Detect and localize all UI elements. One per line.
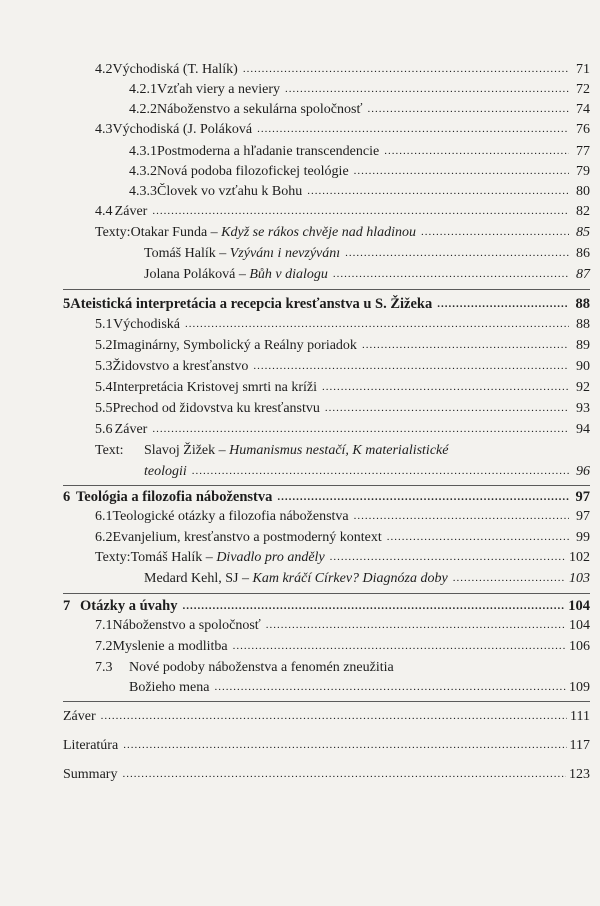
toc-number: Texty: <box>95 550 131 565</box>
leader-dots <box>123 735 566 755</box>
toc-page: 97 <box>575 489 590 505</box>
toc-page: 77 <box>576 144 590 159</box>
toc-entry <box>95 399 590 419</box>
toc-title: Ateistická interpretácia a recepcia kresťanstva u S. Žižeka <box>70 296 433 312</box>
toc-number: 5.1 <box>95 317 113 332</box>
toc-page: 92 <box>576 380 590 395</box>
toc-page: 86 <box>576 246 590 261</box>
toc-title: Summary <box>63 767 118 782</box>
toc-page: 71 <box>576 62 590 77</box>
toc-author: Otakar Funda – <box>130 225 222 240</box>
leader-dots <box>192 461 569 481</box>
toc-page: 104 <box>569 618 590 633</box>
toc-number: 5.5 <box>95 401 113 416</box>
toc-title: Otázky a úvahy <box>80 598 178 614</box>
toc-number: Texty: <box>95 225 131 240</box>
toc-number: 7.3 <box>95 660 113 675</box>
leader-dots <box>243 59 569 79</box>
toc-entry <box>144 265 590 285</box>
toc-number: 6.2 <box>95 530 113 545</box>
toc-entry <box>63 707 590 727</box>
leader-dots <box>362 335 569 355</box>
toc-number: 7.2 <box>95 639 113 654</box>
toc-number: 4.2.2 <box>129 102 157 117</box>
toc-entry <box>129 182 590 202</box>
toc-page: 99 <box>576 530 590 545</box>
toc-entry <box>95 336 590 356</box>
leader-dots <box>266 615 566 635</box>
toc-author: Slavoj Žižek – <box>144 443 230 458</box>
leader-dots <box>285 79 569 99</box>
toc-title: Humanismus nestačí, K materialistické <box>229 443 449 458</box>
toc-number: 4.3 <box>95 122 113 137</box>
toc-title: Náboženstvo a spoločnosť <box>112 618 261 633</box>
toc-page: 96 <box>576 464 590 479</box>
toc-title: Teologické otázky a filozofia náboženstva <box>112 509 349 524</box>
toc-entry <box>95 357 590 377</box>
toc-entry <box>95 315 590 335</box>
toc-page: 106 <box>569 639 590 654</box>
toc-number: 4.3.2 <box>129 164 157 179</box>
toc-number: 5.2 <box>95 338 113 353</box>
toc-title: Východiská (J. Poláková <box>112 122 253 137</box>
leader-dots <box>214 677 566 697</box>
leader-dots <box>367 99 569 119</box>
toc-page: 109 <box>569 680 590 695</box>
toc-title: Literatúra <box>63 738 119 753</box>
toc-page: 90 <box>576 359 590 374</box>
leader-dots <box>387 527 569 547</box>
toc-entry <box>63 736 590 756</box>
toc-title: Vzývánı i nevzývánı <box>229 246 341 261</box>
toc-title: Divadlo pro anděly <box>216 550 325 565</box>
toc-number: 6.1 <box>95 509 113 524</box>
toc-entry <box>144 244 590 264</box>
section-divider <box>63 701 590 702</box>
toc-page: 79 <box>576 164 590 179</box>
toc-entry <box>95 202 590 222</box>
toc-entry <box>95 441 590 461</box>
toc-entry <box>95 120 590 140</box>
toc-title: Nové podoby náboženstva a fenomén zneužitia <box>129 660 394 675</box>
toc-entry <box>95 60 590 80</box>
toc-title: Postmoderna a hľadanie transcendencie <box>157 144 380 159</box>
toc-page: 80 <box>576 184 590 199</box>
toc-entry <box>95 616 590 636</box>
leader-dots <box>233 636 566 656</box>
toc-page: 87 <box>576 267 590 282</box>
leader-dots <box>152 201 569 221</box>
toc-page: 103 <box>569 571 590 586</box>
leader-dots <box>437 294 569 314</box>
leader-dots <box>101 706 567 726</box>
leader-dots <box>384 141 569 161</box>
leader-dots <box>307 181 569 201</box>
leader-dots <box>122 764 566 784</box>
toc-number: 7 <box>63 598 71 614</box>
toc-number: 5.6 <box>95 422 113 437</box>
toc-author: Tomáš Halík – <box>130 550 217 565</box>
leader-dots <box>257 119 569 139</box>
toc-title: Interpretácia Kristovej smrti na kríži <box>112 380 317 395</box>
toc-entry <box>129 142 590 162</box>
toc-number: 4.4 <box>95 204 113 219</box>
leader-dots <box>354 506 569 526</box>
toc-entry <box>95 658 590 678</box>
toc-entry <box>95 223 590 243</box>
toc-entry <box>95 420 590 440</box>
toc-number: 4.3.1 <box>129 144 157 159</box>
toc-entry <box>63 765 590 785</box>
section-divider <box>63 289 590 290</box>
toc-author: Medard Kehl, SJ – <box>144 571 253 586</box>
toc-chapter-entry <box>63 596 590 616</box>
toc-title: Východiská (T. Halík) <box>112 62 238 77</box>
toc-title: Bůh v dialogu <box>249 267 328 282</box>
toc-title: Myslenie a modlitba <box>112 639 228 654</box>
toc-title: Když se rákos chvěje nad hladinou <box>221 225 416 240</box>
toc-author: Jolana Poláková – <box>144 267 250 282</box>
leader-dots <box>354 161 569 181</box>
toc-title: Imaginárny, Symbolický a Reálny poriadok <box>112 338 357 353</box>
leader-dots <box>253 356 569 376</box>
leader-dots <box>183 596 566 616</box>
toc-page: 88 <box>575 296 590 312</box>
toc-entry <box>95 548 590 568</box>
leader-dots <box>322 377 569 397</box>
toc-title: Záver <box>114 204 148 219</box>
leader-dots <box>453 568 566 588</box>
toc-title: Božieho mena <box>129 680 210 695</box>
toc-author: Tomáš Halík – <box>144 246 230 261</box>
toc-title: Nová podoba filozofickej teológie <box>157 164 349 179</box>
toc-number: 5.4 <box>95 380 113 395</box>
toc-number: 4.2 <box>95 62 113 77</box>
toc-title: Východiská <box>113 317 181 332</box>
leader-dots <box>345 243 569 263</box>
toc-number: 7.1 <box>95 618 113 633</box>
leader-dots <box>185 314 569 334</box>
toc-title: Evanjelium, kresťanstvo a postmoderný kontext <box>112 530 382 545</box>
toc-page: 85 <box>576 225 590 240</box>
toc-page: 111 <box>570 709 590 724</box>
leader-dots <box>152 419 569 439</box>
toc-entry <box>95 637 590 657</box>
leader-dots <box>330 547 566 567</box>
toc-chapter-entry <box>63 294 590 314</box>
toc-title: teologii <box>144 464 187 479</box>
leader-dots <box>421 222 569 242</box>
toc-number: 6 <box>63 489 71 505</box>
toc-title: Vzťah viery a neviery <box>157 82 280 97</box>
toc-page: 104 <box>568 598 590 614</box>
toc-entry <box>129 80 590 100</box>
toc-number: 4.2.1 <box>129 82 157 97</box>
toc-entry <box>129 678 590 698</box>
leader-dots <box>325 398 569 418</box>
toc-page: 72 <box>576 82 590 97</box>
toc-entry <box>129 162 590 182</box>
section-divider <box>63 593 590 594</box>
toc-number: 5 <box>63 296 71 312</box>
toc-entry <box>144 569 590 589</box>
toc-chapter-entry <box>63 487 590 507</box>
toc-page: 88 <box>576 317 590 332</box>
toc-entry <box>95 507 590 527</box>
toc-number: 5.3 <box>95 359 113 374</box>
toc-number: Text: <box>95 443 124 458</box>
leader-dots <box>277 487 569 507</box>
toc-number: 4.3.3 <box>129 184 157 199</box>
toc-title: Záver <box>63 709 96 724</box>
toc-page: 123 <box>569 767 590 782</box>
toc-title: Prechod od židovstva ku kresťanstvu <box>112 401 320 416</box>
toc-entry <box>95 378 590 398</box>
toc-entry <box>144 462 590 482</box>
toc-entry <box>95 528 590 548</box>
toc-title: Židovstvo a kresťanstvo <box>112 359 249 374</box>
toc-title: Teológia a filozofia náboženstva <box>75 489 273 505</box>
toc-page: 76 <box>576 122 590 137</box>
toc-entry <box>129 100 590 120</box>
toc-title: Záver <box>114 422 148 437</box>
leader-dots <box>333 264 569 284</box>
toc-page: 117 <box>569 738 590 753</box>
toc-page: 94 <box>576 422 590 437</box>
toc-page: 97 <box>576 509 590 524</box>
section-divider <box>63 485 590 486</box>
toc-page: 93 <box>576 401 590 416</box>
toc-page: 89 <box>576 338 590 353</box>
toc-title: Človek vo vzťahu k Bohu <box>157 184 303 199</box>
toc-page: 82 <box>576 204 590 219</box>
toc-page: 74 <box>576 102 590 117</box>
toc-page: 102 <box>569 550 590 565</box>
toc-title: Náboženstvo a sekulárna spoločnosť <box>157 102 363 117</box>
toc-title: Kam kráčí Církev? Diagnóza doby <box>252 571 448 586</box>
